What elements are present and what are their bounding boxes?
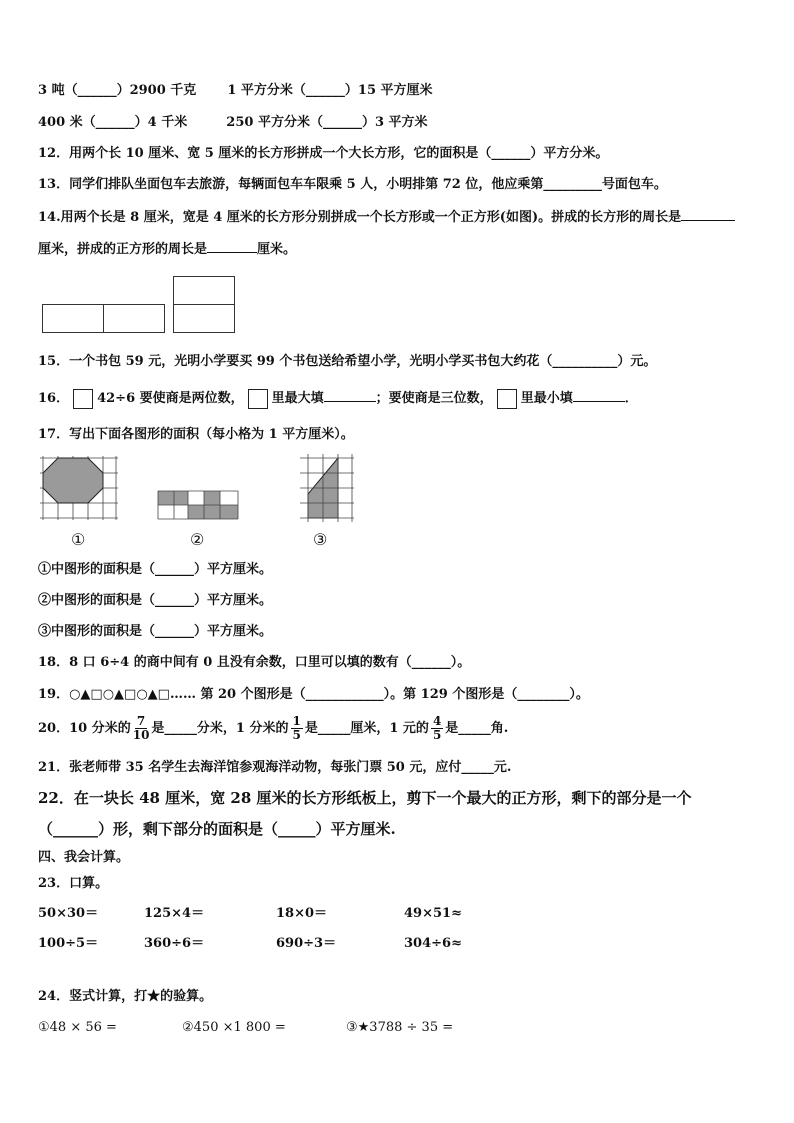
question-14-line2 [38, 239, 296, 259]
q14-text-2: 厘米，拼成的正方形的周长是 [38, 242, 208, 257]
q20-text: 20．10 分米的 [38, 721, 131, 736]
question-23-title: 23．口算。 [38, 876, 109, 891]
calc-item: 125×4＝ [144, 906, 205, 921]
vertical-calc-1: ①48 × 56 = [38, 1020, 117, 1035]
numerator: 1 [292, 714, 301, 728]
q14-figure [40, 274, 240, 336]
question-15: 15．一个书包 59 元，光明小学要买 99 个书包送给希望小学，光明小学买书包大约花（__________）元。 [38, 354, 657, 369]
fraction-7-10 [133, 715, 150, 742]
q11-row2 [38, 114, 428, 132]
question-19: 19．○▲□○▲□○▲□…… 第 20 个图形是（____________）。第 129 个图形是（________）。 [38, 687, 589, 702]
figure-label-1: ① [71, 530, 86, 549]
denominator: 10 [132, 728, 150, 742]
q23-row-2 [38, 935, 758, 953]
q16-text: 里最小填 [520, 391, 573, 406]
q17-figure-2 [152, 488, 244, 522]
shaded-shape [158, 491, 188, 505]
q20-text: 是_____分米，1 分米的 [151, 721, 289, 736]
vertical-calc-3: ③★3788 ÷ 35 = [346, 1020, 454, 1035]
answer-blank[interactable] [573, 388, 625, 402]
calc-item: 49×51≈ [404, 906, 462, 921]
q11-row1a: 3 吨（______）2900 千克 [38, 83, 197, 98]
q16-text: ；要使商是三位数， [375, 391, 493, 406]
q24-items [38, 1019, 758, 1037]
q17-figure-3 [296, 454, 360, 524]
question-22-line2: （______）形，剩下部分的面积是（_____）平方厘米. [38, 820, 396, 838]
q20-text: 是_____厘米，1 元的 [304, 721, 429, 736]
question-14-line1 [38, 207, 735, 227]
calc-item: 360÷6＝ [144, 936, 205, 951]
hexagon-shape [43, 458, 103, 503]
fraction-1-5 [291, 715, 303, 742]
calc-item: 50×30＝ [38, 906, 99, 921]
fraction-4-5 [431, 715, 443, 742]
vertical-calc-2: ②450 ×1 800 = [182, 1020, 286, 1035]
q11-row1b: 1 平方分米（______）15 平方厘米 [227, 83, 433, 98]
numerator: 7 [136, 714, 146, 728]
question-21: 21．张老师带 35 名学生去海洋馆参观海洋动物，每张门票 50 元，应付_____元. [38, 760, 512, 775]
q11-row2b: 250 平方分米（______）3 平方米 [226, 115, 428, 130]
question-18: 18．8 口 6÷4 的商中间有 0 且没有余数，口里可以填的数有（______）。 [38, 655, 471, 670]
question-22-line1: 22．在一块长 48 厘米，宽 28 厘米的长方形纸板上，剪下一个最大的正方形，剩下的部分是一个 [38, 789, 692, 807]
question-20 [38, 715, 508, 742]
digit-box[interactable] [248, 389, 268, 409]
calc-item: 690÷3＝ [276, 936, 337, 951]
q16-number: 16． [38, 391, 70, 406]
answer-blank[interactable] [324, 388, 376, 402]
figure-label-3: ③ [313, 530, 328, 549]
q17-figure-1 [38, 456, 122, 522]
numerator: 4 [432, 714, 442, 728]
q14-text-3: 厘米。 [257, 242, 297, 257]
q23-row-1 [38, 905, 758, 923]
denominator: 5 [432, 728, 442, 742]
q11-row2a: 400 米（______）4 千米 [38, 115, 188, 130]
q20-text: 是_____角. [445, 721, 509, 736]
question-12: 12．用两个长 10 厘米、宽 5 厘米的长方形拼成一个大长方形，它的面积是（______）平方分米。 [38, 146, 609, 161]
q16-text: 42÷6 要使商是两位数， [97, 391, 244, 406]
denominator: 5 [292, 728, 301, 742]
q17-answer-3: ③中图形的面积是（______）平方厘米。 [38, 624, 273, 639]
question-24-title: 24．竖式计算，打★的验算。 [38, 989, 213, 1004]
answer-blank[interactable] [207, 239, 257, 253]
q11-row1 [38, 82, 433, 100]
q14-text: 14.用两个长是 8 厘米，宽是 4 厘米的长方形分别拼成一个长方形或一个正方形(如图)。拼成的长方形的周长是 [38, 210, 682, 225]
calc-item: 100÷5＝ [38, 936, 99, 951]
q16-text: ． [624, 391, 638, 406]
question-13: 13．同学们排队坐面包车去旅游，每辆面包车车限乘 5 人，小明排第 72 位，他应乘第_________号面包车。 [38, 177, 667, 192]
q16-text: 里最大填 [271, 391, 324, 406]
calc-item: 18×0＝ [276, 906, 328, 921]
answer-blank[interactable] [681, 207, 735, 221]
question-17-title: 17．写出下面各图形的面积（每小格为 1 平方厘米）。 [38, 427, 354, 442]
digit-box[interactable] [73, 389, 93, 409]
figure-label-2: ② [190, 530, 205, 549]
q17-answer-2: ②中图形的面积是（______）平方厘米。 [38, 593, 273, 608]
q17-answer-1: ①中图形的面积是（______）平方厘米。 [38, 562, 273, 577]
section-4-heading: 四、我会计算。 [38, 850, 130, 865]
calc-item: 304÷6≈ [404, 936, 462, 951]
digit-box[interactable] [497, 389, 517, 409]
question-16 [38, 388, 638, 409]
